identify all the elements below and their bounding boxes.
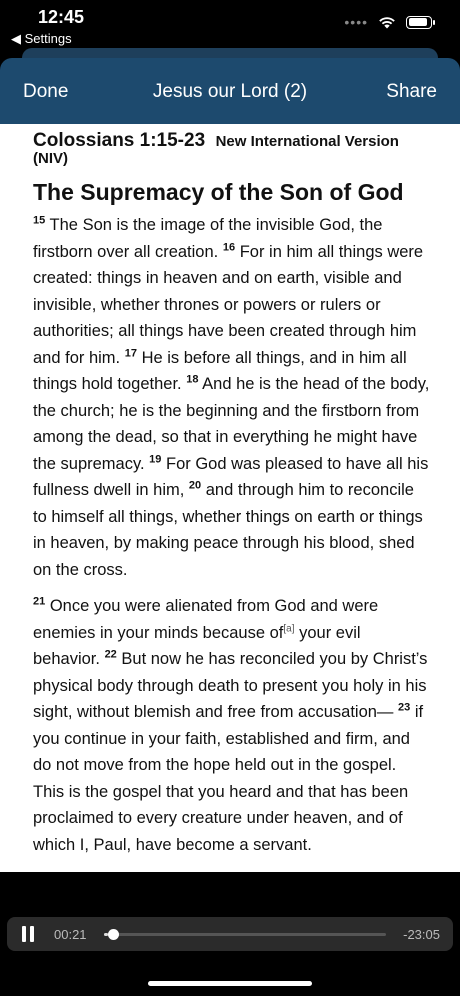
pause-icon bbox=[22, 926, 26, 942]
version-name: New International Version bbox=[215, 133, 399, 150]
done-button[interactable]: Done bbox=[23, 81, 69, 102]
share-button[interactable]: Share bbox=[386, 81, 437, 102]
version-abbr: (NIV) bbox=[33, 150, 68, 167]
verse-number: 17 bbox=[124, 347, 137, 359]
pause-icon-bar bbox=[30, 926, 34, 942]
pause-button[interactable] bbox=[22, 926, 34, 942]
verse-number: 16 bbox=[222, 241, 236, 253]
verse-text: and through him to reconcile to himself all things, whether things on earth or things in heaven, by making peace through his blood, shed on the cross. bbox=[33, 481, 423, 579]
verse-text: Once you were alienated from God and were enemies in your minds because of bbox=[33, 597, 379, 642]
verse-number: 20 bbox=[188, 479, 202, 492]
verse-number: 22 bbox=[104, 648, 117, 661]
passage-reference: Colossians 1:15-23 bbox=[33, 130, 206, 151]
signal-icon: •••• bbox=[344, 14, 368, 30]
verse-text: For God was pleased to have all his fullness dwell in him, bbox=[33, 454, 429, 499]
page-title: Jesus our Lord (2) bbox=[152, 81, 308, 102]
verse-text: For in him all things were created: things in heaven and on earth, visible and invisible, whether thrones or powers or rulers or authorities; all things have been created through him and for him. bbox=[33, 242, 424, 367]
status-icons bbox=[344, 14, 432, 30]
verse-number: 23 bbox=[398, 701, 411, 714]
battery-icon bbox=[406, 16, 432, 29]
back-to-settings[interactable] bbox=[11, 31, 72, 47]
paragraph-2 bbox=[33, 593, 430, 858]
progress-slider[interactable] bbox=[104, 933, 386, 936]
verse-text: if you continue in your faith, established and firm, and do not move from the hope held out in the gospel. This is the gospel that you heard and that has been proclaimed to every creature under heaven, and of which I, Paul, have become a servant. bbox=[33, 703, 424, 854]
verse-text: your evil behavior. bbox=[33, 623, 361, 668]
verse-text: And he is the head of the body, the church; he is the beginning and the firstborn from among the dead, so that in everything he might have the supremacy. bbox=[33, 375, 430, 473]
section-heading: The Supremacy of the Son of God bbox=[33, 179, 404, 205]
verse-number: 18 bbox=[186, 373, 199, 386]
home-indicator bbox=[148, 981, 312, 986]
verse-number: 21 bbox=[33, 595, 46, 608]
audio-player bbox=[7, 917, 453, 951]
verse-text: The Son is the image of the invisible God, the firstborn over all creation. bbox=[33, 216, 383, 261]
verse-number: 15 bbox=[33, 214, 46, 227]
verse-number: 19 bbox=[149, 453, 162, 465]
back-app-label: Settings bbox=[24, 31, 72, 46]
back-arrow-icon: ◀ bbox=[11, 31, 21, 46]
verse-text: But now he has reconciled you by Christ’s physical body through death to present you holy in his sight, without blemish and free from accusation— bbox=[33, 650, 428, 721]
footnote-link[interactable]: [a] bbox=[283, 623, 295, 634]
status-bar bbox=[0, 0, 460, 50]
navigation-bar bbox=[0, 58, 460, 124]
remaining-time: -23:05 bbox=[403, 927, 440, 942]
audio-player-area bbox=[0, 872, 460, 958]
passage-header bbox=[33, 130, 430, 167]
elapsed-time: 00:21 bbox=[54, 927, 87, 942]
verse-text: He is before all things, and in him all things hold together. bbox=[33, 348, 407, 393]
progress-thumb[interactable] bbox=[108, 929, 119, 940]
passage-view[interactable] bbox=[0, 124, 460, 872]
wifi-icon bbox=[378, 16, 396, 29]
paragraph-1 bbox=[33, 212, 430, 583]
status-time: 12:45 bbox=[38, 7, 85, 27]
